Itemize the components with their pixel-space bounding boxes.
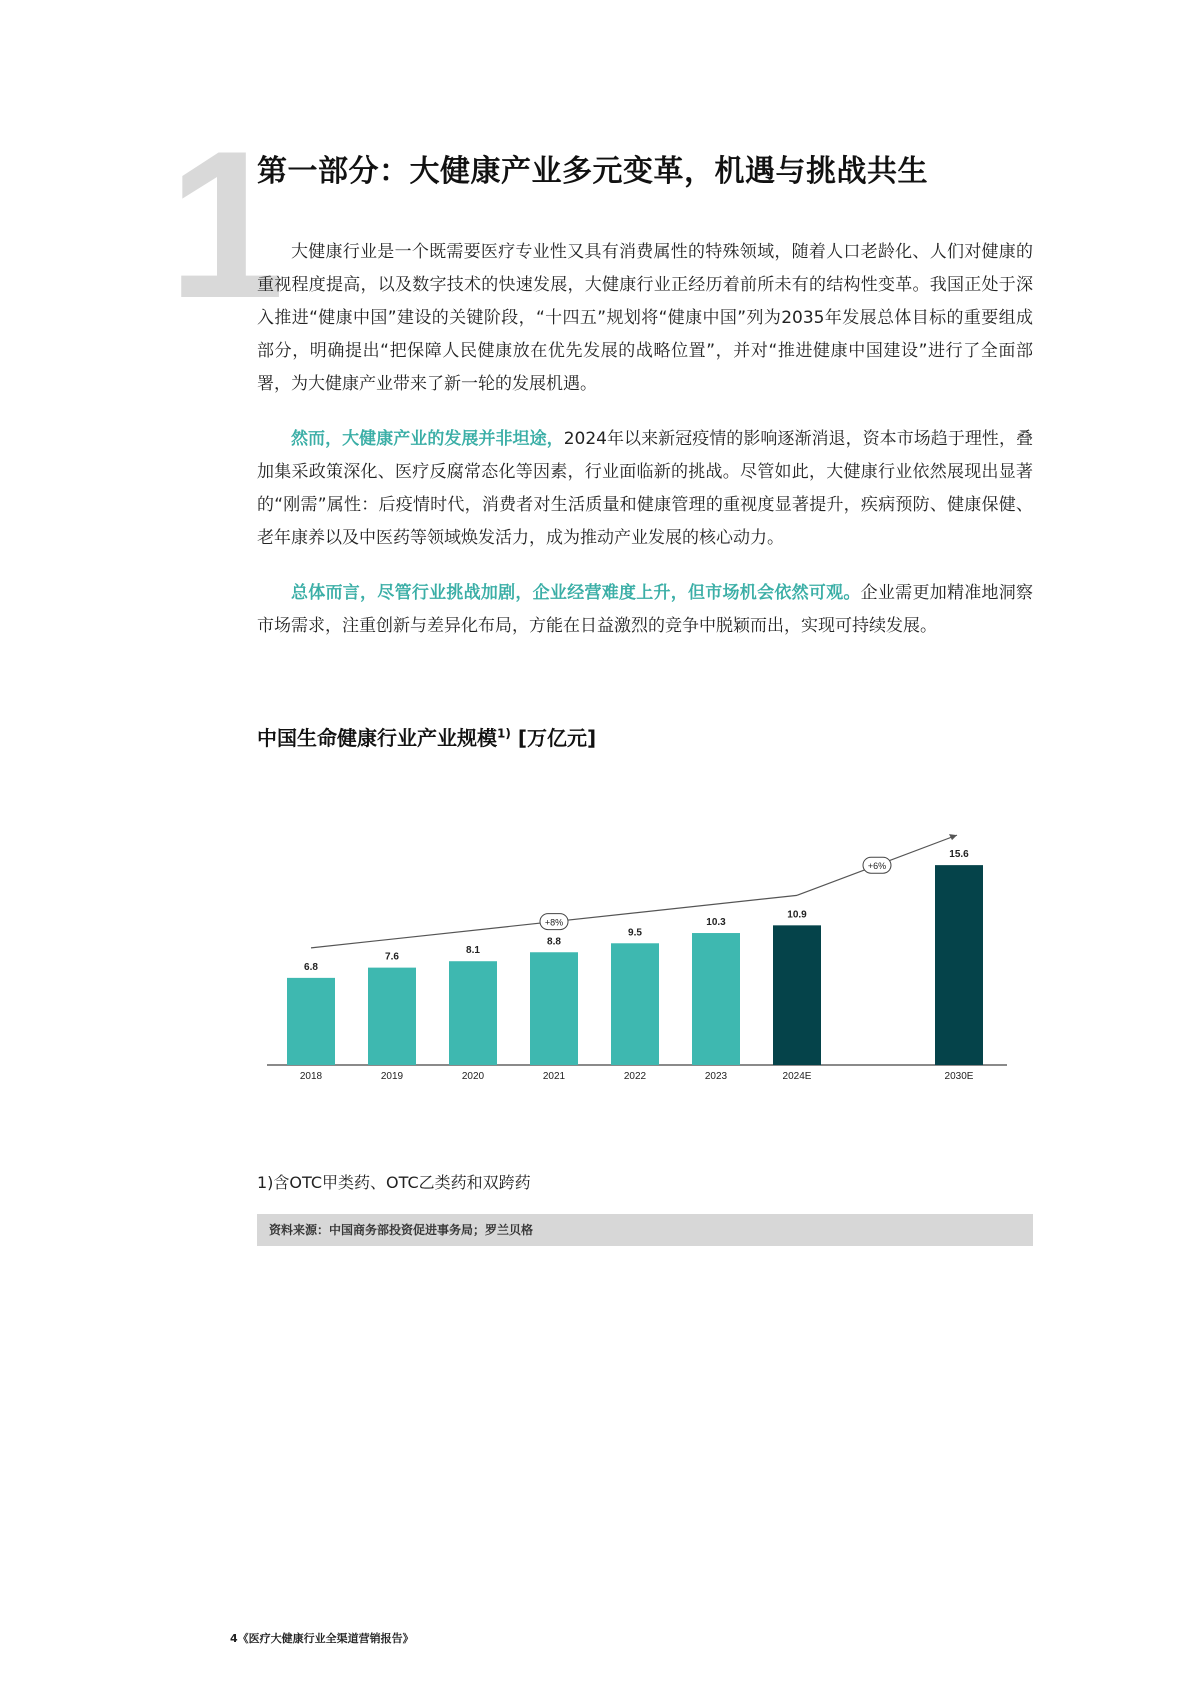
growth-badge-label: +8% bbox=[544, 917, 564, 928]
bar-value-label: 9.5 bbox=[628, 927, 642, 939]
paragraph-highlight: 然而，大健康产业的发展并非坦途， bbox=[291, 429, 564, 449]
page-footer: 4《医疗大健康行业全渠道营销报告》 bbox=[230, 1632, 414, 1645]
bar-value-label: 10.9 bbox=[787, 909, 807, 921]
x-tick-label: 2023 bbox=[704, 1071, 728, 1082]
bar-2022 bbox=[611, 943, 659, 1065]
footnote: 1)含OTC甲类药、OTC乙类药和双跨药 bbox=[257, 1173, 531, 1192]
chart-title-main: 中国生命健康行业产业规模 bbox=[257, 726, 497, 750]
growth-badge-label: +6% bbox=[867, 861, 887, 872]
x-tick-label: 2018 bbox=[299, 1071, 323, 1082]
section-number: 1 bbox=[168, 107, 285, 342]
bar-value-label: 15.6 bbox=[949, 849, 969, 861]
paragraph-3 bbox=[257, 577, 1033, 643]
chart-title bbox=[257, 722, 596, 751]
bar-value-label: 8.8 bbox=[547, 936, 561, 948]
bar-value-label: 7.6 bbox=[385, 951, 399, 963]
bar-value-label: 8.1 bbox=[466, 945, 480, 957]
chart-title-footnote-ref: 1) bbox=[497, 726, 511, 741]
paragraph-text: 企业需更加精准地洞察市场需求，注重创新与差异化布局，方能在日益激烈的竞争中脱颖而出，实现可持续发展。 bbox=[257, 583, 1034, 636]
paragraph-1 bbox=[257, 236, 1033, 401]
paragraph-2 bbox=[257, 423, 1033, 555]
bar-2024E bbox=[773, 925, 821, 1065]
bar-2030E bbox=[935, 865, 983, 1065]
x-tick-label: 2019 bbox=[380, 1071, 404, 1082]
x-tick-label: 2030E bbox=[944, 1071, 974, 1082]
bar-2018 bbox=[287, 978, 335, 1065]
page-title: 第一部分：大健康产业多元变革，机遇与挑战共生 bbox=[257, 154, 928, 189]
x-tick-label: 2022 bbox=[623, 1071, 647, 1082]
paragraph-highlight: 总体而言，尽管行业挑战加剧，企业经营难度上升，但市场机会依然可观。 bbox=[291, 583, 861, 603]
x-tick-label: 2021 bbox=[542, 1071, 566, 1082]
x-tick-label: 2024E bbox=[782, 1071, 812, 1082]
bar-2019 bbox=[368, 968, 416, 1065]
x-tick-label: 2020 bbox=[461, 1071, 485, 1082]
paragraph-text: 大健康行业是一个既需要医疗专业性又具有消费属性的特殊领域，随着人口老龄化、人们对健康的重视程度提高，以及数字技术的快速发展，大健康行业正经历着前所未有的结构性变革。我国正处于深入推进“健康中国”建设的关键阶段，“十四五”规划将“健康中国”列为2035年发展总体目标的重要组成部分，明确提出“把保障人民健康放在优先发展的战略位置”，并对“推进健康中国建设”进行了全面部署，为大健康产业带来了新一轮的发展机遇。 bbox=[257, 242, 1033, 394]
industry-scale-chart bbox=[257, 800, 1037, 1100]
chart-title-unit: [万亿元] bbox=[517, 726, 597, 750]
body-text bbox=[257, 236, 1033, 665]
source-note: 资料来源：中国商务部投资促进事务局；罗兰贝格 bbox=[257, 1214, 1033, 1246]
bar-2023 bbox=[692, 933, 740, 1065]
bar-value-label: 10.3 bbox=[706, 917, 726, 929]
paragraph-text: 2024年以来新冠疫情的影响逐渐消退，资本市场趋于理性，叠加集采政策深化、医疗反腐常态化等因素，行业面临新的挑战。尽管如此，大健康行业依然展现出显著的“刚需”属性：后疫情时代，消费者对生活质量和健康管理的重视度显著提升，疾病预防、健康保健、老年康养以及中医药等领域焕发活力，成为推动产业发展的核心动力。 bbox=[257, 429, 1034, 548]
bar-2020 bbox=[449, 961, 497, 1065]
bar-2021 bbox=[530, 952, 578, 1065]
bar-value-label: 6.8 bbox=[304, 961, 318, 973]
